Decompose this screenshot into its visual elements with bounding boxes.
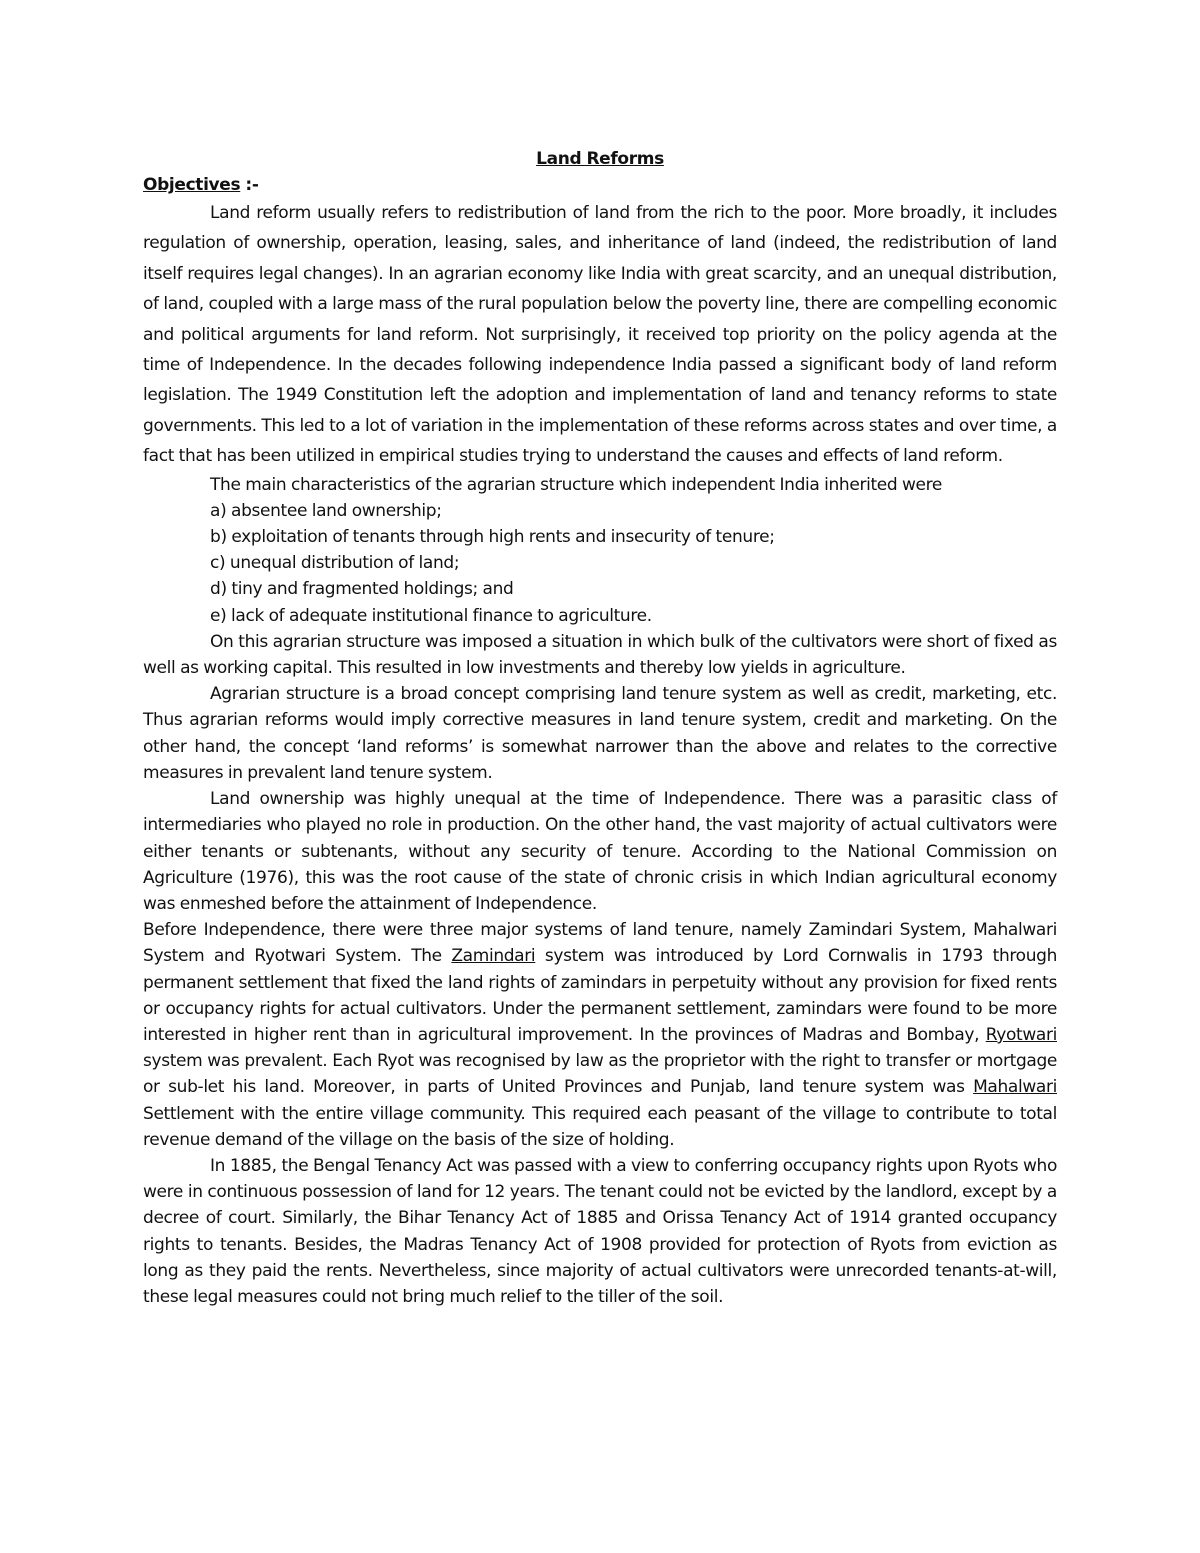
list-item: d) tiny and fragmented holdings; and	[210, 579, 514, 600]
paragraph-land-ownership: Land ownership was highly unequal at the time of Independence. There was a parasitic class of intermediaries who played no role in production. On the other hand, the vast majority of actual cultivators were either tenants or subtenants, without any security of tenure. According to the National Commission on Agriculture (1976), this was the root cause of the state of chronic crisis in which Indian agricultural economy was enmeshed before the attainment of Independence.	[143, 789, 1057, 914]
text-run: Settlement with the entire village community. This required each peasant of the village to contribute to total revenue demand of the village on the basis of the size of holding.	[143, 1103, 1057, 1150]
objectives-suffix: :-	[240, 175, 259, 195]
text-run: system was prevalent. Each Ryot was recognised by law as the proprietor with the right to transfer or mortgage or sub-let his land. Moreover, in parts of United Provinces and Punjab, land tenure system was	[143, 1051, 1057, 1098]
document-title: Land Reforms	[536, 149, 664, 169]
text-run: Before Independence, there were three major systems of land tenure, namely Zamindari System, Mahalwari System and Ryotwari System. The	[143, 920, 1057, 967]
paragraph-broad-concept: Agrarian structure is a broad concept comprising land tenure system as well as credit, marketing, etc. Thus agrarian reforms would imply corrective measures in land tenure system, credit and marketing. On the other hand, the concept ‘land reforms’ is somewhat narrower than the above and relates to the corrective measures in prevalent land tenure system.	[143, 684, 1057, 783]
paragraph-tenure-systems	[143, 917, 1057, 1153]
list-item: b) exploitation of tenants through high rents and insecurity of tenure;	[210, 527, 775, 548]
list-item: e) lack of adequate institutional finance to agriculture.	[210, 605, 652, 626]
paragraph-tenancy-act: In 1885, the Bengal Tenancy Act was passed with a view to conferring occupancy rights upon Ryots who were in continuous possession of land for 12 years. The tenant could not be evicted by the landlord, except by a decree of court. Similarly, the Bihar Tenancy Act of 1885 and Orissa Tenancy Act of 1914 granted occupancy rights to tenants. Besides, the Madras Tenancy Act of 1908 provided for protection of Ryots from eviction as long as they paid the rents. Nevertheless, since majority of actual cultivators were unrecorded tenants-at-will, these legal measures could not bring much relief to the tiller of the soil.	[143, 1155, 1057, 1307]
text-run: system was introduced by Lord Cornwalis in 1793 through permanent settlement that fixed the land rights of zamindars in perpetuity without any provision for fixed rents or occupancy rights for actual cultivators. Under the permanent settlement, zamindars were found to be more interested in higher rent than in agricultural improvement. In the provinces of Madras and Bombay,	[143, 946, 1057, 1045]
term-mahalwari: Mahalwari	[973, 1077, 1057, 1098]
paragraph-agrarian-structure: On this agrarian structure was imposed a situation in which bulk of the cultivators were short of fixed as well as working capital. This resulted in low investments and thereby low yields in agriculture.	[143, 631, 1057, 679]
term-ryotwari: Ryotwari	[985, 1024, 1057, 1045]
characteristics-intro: The main characteristics of the agrarian structure which independent India inherited were	[210, 474, 943, 495]
list-item: a) absentee land ownership;	[210, 500, 442, 521]
term-zamindari: Zamindari	[451, 946, 536, 967]
document-page	[143, 146, 1057, 1310]
intro-paragraph: Land reform usually refers to redistribution of land from the rich to the poor. More broadly, it includes regulation of ownership, operation, leasing, sales, and inheritance of land (indeed, the redistribution of land itself requires legal changes). In an agrarian economy like India with great scarcity, and an unequal distribution, of land, coupled with a large mass of the rural population below the poverty line, there are compelling economic and political arguments for land reform. Not surprisingly, it received top priority on the policy agenda at the time of Independence. In the decades following independence India passed a significant body of land reform legislation. The 1949 Constitution left the adoption and implementation of land and tenancy reforms to state governments. This led to a lot of variation in the implementation of these reforms across states and over time, a fact that has been utilized in empirical studies trying to understand the causes and effects of land reform.	[143, 203, 1057, 467]
objectives-label: Objectives	[143, 175, 241, 195]
characteristics-list	[143, 498, 1057, 629]
objectives-heading	[143, 172, 1057, 198]
list-item: c) unequal distribution of land;	[210, 553, 460, 574]
